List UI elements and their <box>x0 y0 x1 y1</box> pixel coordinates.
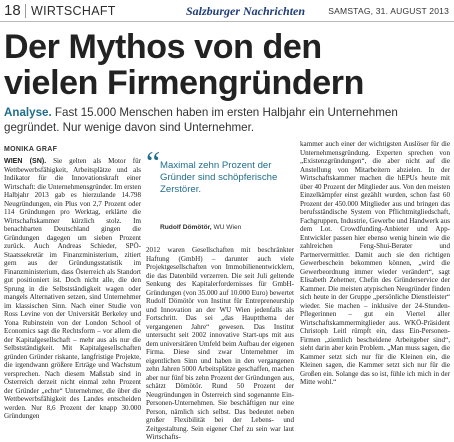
section-title: WIRTSCHAFT <box>31 4 116 18</box>
lead-label: Analyse. <box>4 106 52 119</box>
headline-line-1: Der Mythos von den <box>4 28 322 66</box>
article-column-3 <box>300 140 450 419</box>
author-byline: MONIKA GRAF <box>4 146 58 153</box>
column-2-text: 2012 waren Gesellschaften mit beschränkter Haftung (GmbH) – darunter auch viele Projektgesellschaften von Immobilienentwicklern, die das Datenbild verzerren. Die seit Juli geltende Senkung des Kapitalerfordernisses für GmbH-Gründungen (von 35.000 auf 10.000 Euro) bewertet Rudolf Dömötör von Institut für Entrepreneurship und Innovation an der WU Wien jedenfalls als Fortschritt. Das sei „das Hauptthema der vergangenen Jahre“ gewesen. Das Institut untersucht seit 2002 innovative Start-ups mit aus dem universitären Umfeld beim Aufbau der eigenen Firma. Diese sind zwar Unternehmer im eigentlichen Sinn und haben in den vergangenen zehn Jahren 5000 Arbeitsplätze geschaffen, machen aber nur fünf bis zehn Prozent der Gründungen aus, schätzt Dömötör. Rund 50 Prozent der Neugründungen in Österreich sind sogenannte Ein-Personen-Unternehmen. Sie beschäftigen nur eine Person, nämlich sich selbst. Das bedeutet neben großer Flexibilität bei der Lebens- und Zeitgestaltung. Sein eigener Chef zu sein war laut Wirtschafts- <box>146 246 294 441</box>
page-number: 18 <box>4 2 21 19</box>
headline-line-2: vielen Firmengründern <box>4 64 365 102</box>
column-1-text: Sie gelten als Motor für Wettbewerbsfähigkeit, Arbeitsplätze und als Indikator für die Innovationskraft einer Wirtschaft: die Unternehmensgründer. Im ersten Halbjahr 2013 gab es hierzulande 14.798 Neugründungen, ein Plus von 2,7 Prozent oder 114 Gründungen pro Werktag, erklärte die Wirtschaftskammer kürzlich stolz. Im benachbarten Deutschland gingen die Gründungen dagegen um sieben Prozent zurück. Auch Andreas Schieder, SPÖ-Staatssekretär im Finanzministerium, zitiert gern aus der Gründungsstatistik im Finanzministerium, dass Österreich als Standort gut positioniert ist. Doch nicht alle, die den Sprung in die Selbstständigkeit wagen oder mangels Alternativen setzen, sind Unternehmer im klassischen Sinn. Nach einer Studie von Ross Levine von der Universität Berkeley und Yona Rubinstein von der London School of Economics sagt die Rechtsform – vor allem die der Kapitalgesellschaft – mehr aus als nur die Selbstständigkeit. Mit Kapitalgesellschaften gründen Gründer riskante, langfristige Projekte, die irgendwann größere Erträge und Wachstum versprechen. Nach diesem Maßstab sind in Österreich derzeit nicht einmal zehn Prozent der Gründer „echte“ Unternehmer, die über die Wettbewerbsfähigkeit des Landes entscheiden werden. Nur 8,6 Prozent der knapp 30.000 Gründungen <box>4 157 142 420</box>
quote-author-name: Rudolf Dömötör, <box>160 224 212 231</box>
pull-quote-author <box>160 224 292 231</box>
quote-author-org: WU Wien <box>211 224 242 231</box>
pull-quote-text: Maximal zehn Prozent der Gründer sind schöpferische Zerstörer. <box>160 160 278 195</box>
column-3-text: kammer auch einer der wichtigsten Auslöser für die Unternehmensgründung. Experten sprechen von „Existenzgründungen“, die aber nicht auf die Anstellung von Mitarbeitern abzielen. In der Wirtschaftskammer machen die hEPUs heute mit über 40 Prozent der Mitglieder aus. Von den meisten Einzelkämpfer einst gezählt wurden, schon fast 60 Prozent der 450.000 Mitglieder aus und bringen das berufsständische System von Pflichtmitgliedschaft, Fachgruppen, Industrie, Gewerbe und Handwerk aus dem Lot. Crowdfunding-Anbieter und App-Entwickler passen hier ebenso wenig hinein wie die zahlreichen Feng-Shui-Berater und Partnervermittler. Damit auch sie den richtigen Gewerbeschein bekommen können, „wird die Gewerbeordnung immer wieder verändert“, sagt Elisabeth Zehetner, Chefin des Gründerservice der Kammer. Die meisten atypischen Neugründer finden sich heute in der Gruppe „persönliche Dienstleister“ wieder. Sie machen – inklusive der 24-Stunden-Pflegerinnen – gut ein Viertel aller Wirtschaftskammermitglieder aus. WKÖ-Präsident Christoph Leitl rümpft ein, dass Ein-Personen-Firmen „ziemlich bescheidene Arbeitgeber sind“, sieht darin aber kein Problem. „Man muss sagen, die Kammer setzt sich nur für die Kleinen ein, die Kleinen sagen, die Kammer setzt sich nur für die Großen ein. Solange das so ist, fühle ich mich in der Mitte wohl.“ <box>300 140 450 386</box>
quote-mark-icon: “ <box>146 144 161 180</box>
article-column-1 <box>4 157 141 419</box>
pull-quote <box>146 144 294 240</box>
issue-date: SAMSTAG, 31. AUGUST 2013 <box>328 6 449 16</box>
article-headline <box>4 29 450 101</box>
dateline: WIEN (SN). <box>4 157 47 165</box>
article-lead <box>4 105 450 135</box>
page-header <box>0 0 454 22</box>
article-column-2 <box>146 246 294 441</box>
header-divider <box>25 4 26 18</box>
lead-text: Fast 15.000 Menschen haben im ersten Halbjahr ein Unternehmen gegründet. Nur wenige davon sind Unternehmer. <box>4 106 398 134</box>
newspaper-logo: Salzburger Nachrichten <box>186 4 306 18</box>
